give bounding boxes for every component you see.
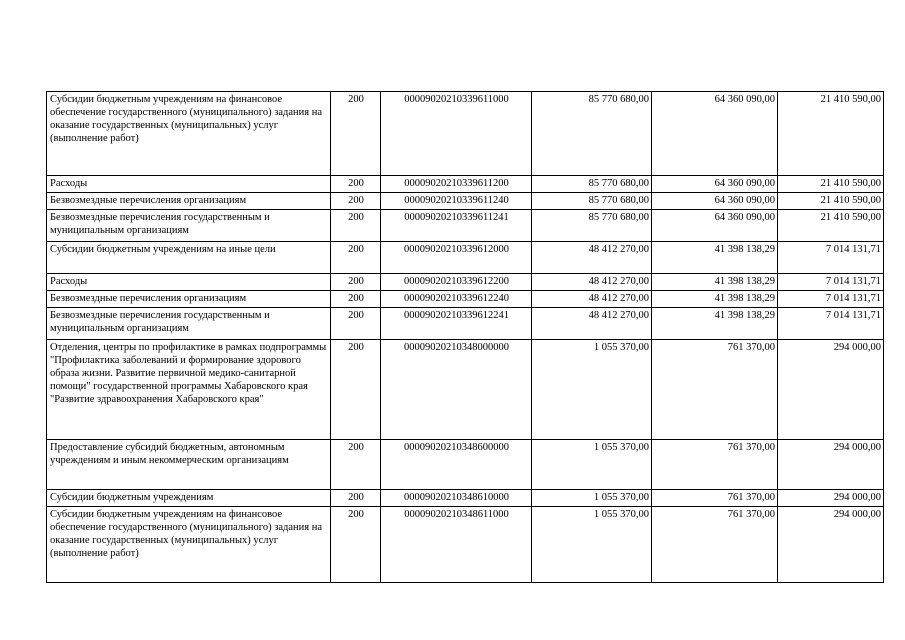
row-remaining-cell: 21 410 590,00 [778, 210, 884, 242]
row-name-cell: Субсидии бюджетным учреждениям на финансовое обеспечение государственного (муниципального) задания на оказание государственных (муниципальных) услуг (выполнение работ) [47, 507, 331, 583]
row-kbk-cell: 00009020210339612241 [381, 308, 532, 340]
row-kbk-cell: 00009020210339612200 [381, 274, 532, 291]
table-row [47, 274, 884, 291]
row-code-cell: 200 [331, 340, 381, 440]
row-code-cell: 200 [331, 92, 381, 176]
row-remaining-cell: 294 000,00 [778, 490, 884, 507]
row-remaining-cell: 294 000,00 [778, 440, 884, 490]
row-assigned-cell: 48 412 270,00 [532, 242, 652, 274]
row-code-cell: 200 [331, 242, 381, 274]
row-executed-cell: 761 370,00 [652, 490, 778, 507]
row-executed-cell: 64 360 090,00 [652, 92, 778, 176]
row-executed-cell: 64 360 090,00 [652, 176, 778, 193]
row-assigned-cell: 1 055 370,00 [532, 340, 652, 440]
table-row [47, 490, 884, 507]
row-executed-cell: 761 370,00 [652, 507, 778, 583]
row-code-cell: 200 [331, 507, 381, 583]
row-code-cell: 200 [331, 291, 381, 308]
row-code-cell: 200 [331, 308, 381, 340]
row-kbk-cell: 00009020210339612000 [381, 242, 532, 274]
row-code-cell: 200 [331, 176, 381, 193]
table-row [47, 507, 884, 583]
row-remaining-cell: 7 014 131,71 [778, 242, 884, 274]
row-remaining-cell: 21 410 590,00 [778, 92, 884, 176]
row-remaining-cell: 7 014 131,71 [778, 274, 884, 291]
row-executed-cell: 41 398 138,29 [652, 242, 778, 274]
row-name-cell: Безвозмездные перечисления организациям [47, 291, 331, 308]
row-code-cell: 200 [331, 440, 381, 490]
row-executed-cell: 761 370,00 [652, 340, 778, 440]
row-executed-cell: 64 360 090,00 [652, 193, 778, 210]
row-name-cell: Субсидии бюджетным учреждениям на иные цели [47, 242, 331, 274]
table-row [47, 340, 884, 440]
row-kbk-cell: 00009020210348610000 [381, 490, 532, 507]
table-row [47, 193, 884, 210]
row-assigned-cell: 48 412 270,00 [532, 308, 652, 340]
row-name-cell: Безвозмездные перечисления организациям [47, 193, 331, 210]
row-assigned-cell: 1 055 370,00 [532, 507, 652, 583]
table-row [47, 291, 884, 308]
row-executed-cell: 64 360 090,00 [652, 210, 778, 242]
table-row [47, 440, 884, 490]
row-kbk-cell: 00009020210339611200 [381, 176, 532, 193]
row-executed-cell: 41 398 138,29 [652, 274, 778, 291]
row-kbk-cell: 00009020210348611000 [381, 507, 532, 583]
row-assigned-cell: 48 412 270,00 [532, 291, 652, 308]
row-kbk-cell: 00009020210339611240 [381, 193, 532, 210]
table-row [47, 308, 884, 340]
row-code-cell: 200 [331, 210, 381, 242]
row-assigned-cell: 1 055 370,00 [532, 490, 652, 507]
row-executed-cell: 41 398 138,29 [652, 308, 778, 340]
row-remaining-cell: 21 410 590,00 [778, 193, 884, 210]
row-assigned-cell: 1 055 370,00 [532, 440, 652, 490]
budget-table [46, 91, 884, 583]
row-remaining-cell: 294 000,00 [778, 340, 884, 440]
row-name-cell: Отделения, центры по профилактике в рамках подпрограммы "Профилактика заболеваний и формирование здорового образа жизни. Развитие первичной медико-санитарной помощи" государственной программы Хабаровского края "Развитие здравоохранения Хабаровского края" [47, 340, 331, 440]
row-kbk-cell: 00009020210348000000 [381, 340, 532, 440]
row-code-cell: 200 [331, 193, 381, 210]
row-name-cell: Субсидии бюджетным учреждениям на финансовое обеспечение государственного (муниципального) задания на оказание государственных (муниципальных) услуг (выполнение работ) [47, 92, 331, 176]
row-assigned-cell: 85 770 680,00 [532, 92, 652, 176]
row-name-cell: Субсидии бюджетным учреждениям [47, 490, 331, 507]
row-name-cell: Безвозмездные перечисления государственным и муниципальным организациям [47, 210, 331, 242]
row-executed-cell: 761 370,00 [652, 440, 778, 490]
row-code-cell: 200 [331, 274, 381, 291]
row-remaining-cell: 7 014 131,71 [778, 308, 884, 340]
row-assigned-cell: 85 770 680,00 [532, 176, 652, 193]
row-code-cell: 200 [331, 490, 381, 507]
row-remaining-cell: 294 000,00 [778, 507, 884, 583]
row-kbk-cell: 00009020210339612240 [381, 291, 532, 308]
row-remaining-cell: 21 410 590,00 [778, 176, 884, 193]
table-row [47, 242, 884, 274]
row-kbk-cell: 00009020210339611241 [381, 210, 532, 242]
row-executed-cell: 41 398 138,29 [652, 291, 778, 308]
table-row [47, 210, 884, 242]
row-assigned-cell: 48 412 270,00 [532, 274, 652, 291]
table-row [47, 176, 884, 193]
row-remaining-cell: 7 014 131,71 [778, 291, 884, 308]
row-name-cell: Расходы [47, 176, 331, 193]
row-assigned-cell: 85 770 680,00 [532, 210, 652, 242]
table-row [47, 92, 884, 176]
row-name-cell: Расходы [47, 274, 331, 291]
budget-table-body [47, 92, 884, 583]
row-name-cell: Безвозмездные перечисления государственным и муниципальным организациям [47, 308, 331, 340]
row-kbk-cell: 00009020210339611000 [381, 92, 532, 176]
row-name-cell: Предоставление субсидий бюджетным, автономным учреждениям и иным некоммерческим организациям [47, 440, 331, 490]
row-kbk-cell: 00009020210348600000 [381, 440, 532, 490]
row-assigned-cell: 85 770 680,00 [532, 193, 652, 210]
